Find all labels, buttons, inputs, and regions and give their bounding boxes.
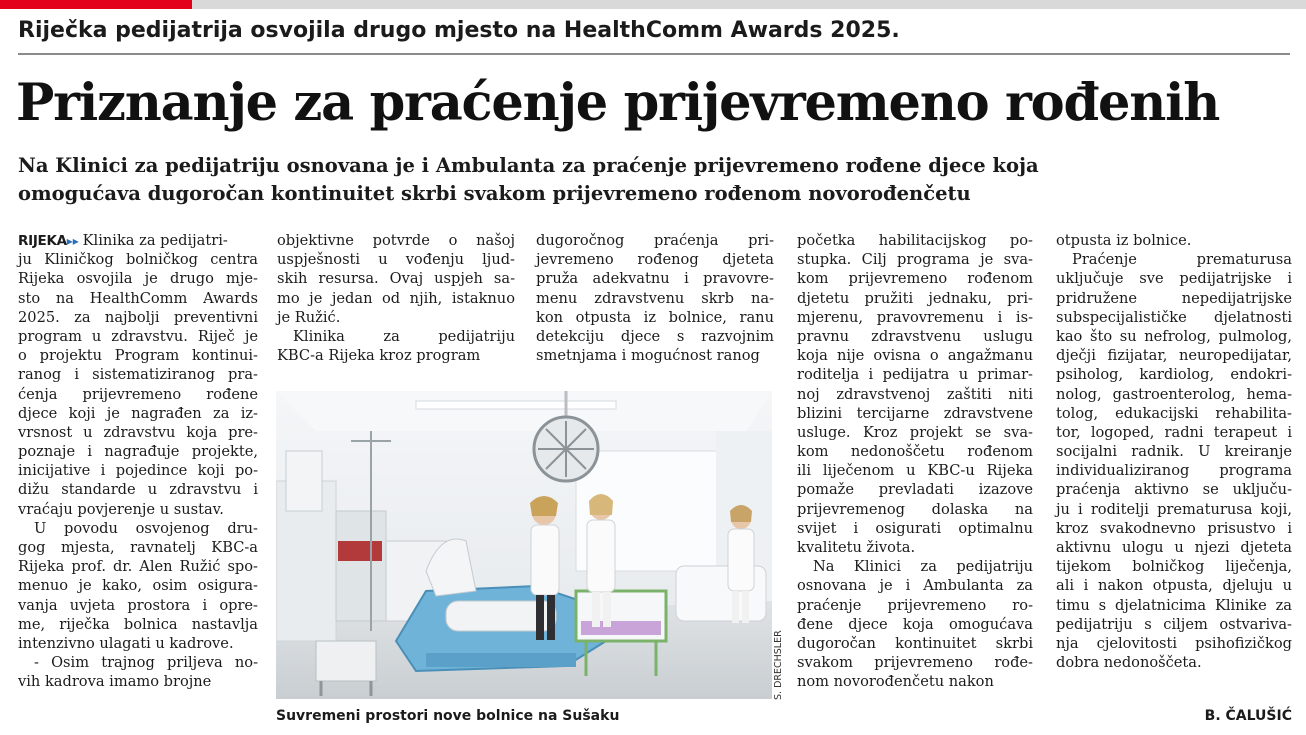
article-author: B. ČALUŠIĆ — [1204, 708, 1292, 724]
text-line: je Ružić. — [277, 308, 341, 326]
text-line: dugoročan kontinuitet skrbi — [797, 634, 1033, 652]
text-line: svakom prijevremeno rođe- — [797, 654, 1033, 672]
text-line: Rijeka prof. dr. Alen Ružić spo- — [18, 558, 258, 576]
text-line: ju i roditelji prematurusa koji, — [1056, 500, 1292, 518]
text-line: vrsnost u zdravstvu koja pre- — [18, 423, 258, 441]
text-line: psiholog, kardiolog, endokri- — [1056, 366, 1292, 384]
text-line: blizini tercijarne zdravstvene — [797, 404, 1033, 422]
text-line: otpusta iz bolnice. — [1056, 232, 1192, 249]
text-line: program u zdravstvu. Riječ je — [18, 327, 258, 345]
article-headline: Priznanje za praćenje prijevremeno rođenih — [16, 73, 1220, 133]
text-line: gog mjesta, ravnatelj KBC-a — [18, 539, 258, 556]
text-line: prijevremenog dolaska na — [797, 500, 1033, 518]
text-line: intenzivno ulagati u kadrove. — [18, 634, 234, 652]
text-line: đene djece koja omogućava — [797, 615, 1033, 633]
text-line: dječji fizijatar, neuropedijatar, — [1056, 347, 1292, 365]
hospital-room-illustration — [276, 391, 772, 699]
text-line: kroz svakodnevno prisustvo i — [1056, 519, 1292, 537]
text-line: dugoročnog praćenja pri- — [536, 232, 774, 249]
article-kicker: Riječka pedijatrija osvojila drugo mjesto na HealthComm Awards 2025. — [18, 18, 900, 43]
text-line: dižu standarde u zdravstvu i — [18, 481, 258, 499]
text-line: nja cjelovitosti psihofizičkog — [1056, 634, 1292, 652]
text-line: vanja uvjeta prostora i opre- — [18, 596, 258, 614]
text-line: kom prijevremeno rođenom — [797, 270, 1033, 288]
text-line: pruža adekvatnu i pravovre- — [536, 270, 774, 288]
text-column-3 — [536, 231, 774, 365]
text-line: osnovana je i Ambulanta za — [797, 577, 1033, 595]
text-line: kao što su nefrolog, pulmolog, — [1056, 327, 1292, 345]
text-line: ju Kliničkog bolničkog centra — [18, 251, 258, 269]
hospital-room-photo — [276, 391, 772, 699]
text-line: objektivne potvrde o našoj — [277, 232, 515, 249]
lead-line: omogućava dugoročan kontinuitet skrbi svakom prijevremeno rođenom novorođenčetu — [18, 182, 971, 205]
text-line: vih kadrova imamo brojne — [18, 673, 212, 691]
double-arrow-icon: ▸▸ — [66, 234, 83, 248]
text-line: pedijatriju s ciljem ostvariva- — [1056, 615, 1292, 633]
text-line: nom novorođenčetu nakon — [797, 673, 994, 691]
text-line: individualiziranog programa — [1056, 462, 1292, 480]
text-line: poznaje i nagrađuje projekte, — [18, 443, 258, 461]
text-line: ćenja prijevremeno rođene — [18, 385, 258, 403]
text-line: uključuje sve pedijatrijske i — [1056, 270, 1292, 288]
text-line: nolog, gastroenterolog, hema- — [1056, 385, 1292, 403]
text-line: Rijeka osvojila je drugo mje- — [18, 270, 258, 288]
text-column-4 — [797, 231, 1033, 692]
text-line: vraćaju povjerenje u sustav. — [18, 500, 224, 518]
text-line: inicijative i pojedince koji po- — [18, 462, 258, 480]
text-line: uspješnosti u vođenju ljud- — [277, 251, 515, 269]
text-line: usluge. Kroz projekt se sva- — [797, 423, 1033, 441]
kicker-divider — [18, 53, 1290, 55]
text-line: praćenje prijevremeno ro- — [797, 596, 1033, 614]
text-line: mo je jedan od njih, istaknuo — [277, 289, 515, 307]
location-label: RIJEKA — [18, 233, 67, 249]
text-line: me, riječka bolnica nastavlja — [18, 615, 258, 633]
photo-credit: S. DRECHSLER — [773, 630, 784, 700]
text-line: socijalni radnik. U kreiranje — [1056, 443, 1292, 461]
text-line: pravnu zdravstvenu uslugu — [797, 327, 1033, 345]
text-column-2 — [277, 231, 515, 365]
text-line: djece koji je nagrađen za iz- — [18, 404, 258, 422]
text-line: tijekom bolničkog liječenja, — [1056, 558, 1292, 576]
lead-line: Na Klinici za pedijatriju osnovana je i Ambulanta za praćenje prijevremeno rođene djece koja — [18, 154, 1039, 177]
top-color-bar — [0, 0, 1306, 9]
text-line: U povodu osvojenog dru- — [34, 519, 258, 537]
text-line: sto na HealthComm Awards — [18, 289, 258, 307]
article-lead — [18, 152, 1278, 208]
text-line: timu s djelatnicima Klinike za — [1056, 596, 1292, 614]
text-line: ranog i sistematiziranog pra- — [18, 366, 258, 384]
text-line: detekciju djece s razvojnim — [536, 327, 774, 345]
text-line: Na Klinici za pedijatriju — [813, 558, 1033, 576]
text-line: tor, logoped, radni terapeut i — [1056, 423, 1292, 441]
text-line: mjerenu, pravovremenu i is- — [797, 308, 1033, 326]
text-line: tolog, edukacijski rehabilita- — [1056, 404, 1292, 422]
text-line: stupka. Cilj programa je sva- — [797, 251, 1033, 269]
text-line: pomaže prevladati izazove — [797, 481, 1033, 499]
text-line: noj zdravstvenoj zaštiti niti — [797, 385, 1033, 403]
text-column-5 — [1056, 231, 1292, 672]
top-color-bar-accent — [0, 0, 192, 9]
text-line: smetnjama i mogućnost ranog — [536, 347, 760, 365]
text-line: aktivnu ulogu u njezi djeteta — [1056, 539, 1292, 556]
photo-caption: Suvremeni prostori nove bolnice na Sušaku — [276, 708, 620, 724]
text-line: ali i nakon otpusta, djeluju u — [1056, 577, 1292, 595]
text-line: svijet i osigurati optimalnu — [797, 519, 1033, 537]
text-line: KBC-a Rijeka kroz program — [277, 347, 481, 365]
text-line: kon otpusta iz bolnice, ranu — [536, 308, 774, 326]
text-line: subspecijalističke djelatnosti — [1056, 308, 1292, 326]
text-line: jevremeno rođenog djeteta — [536, 251, 774, 269]
text-line: roditelja i pedijatra u primar- — [797, 366, 1033, 384]
text-line: početka habilitacijskog po- — [797, 232, 1033, 249]
text-line: dobra nedonoščeta. — [1056, 654, 1202, 672]
text-line: pridružene nepedijatrijske — [1056, 289, 1292, 307]
text-line — [18, 231, 258, 250]
text-line: o projektu Program kontinui- — [18, 347, 258, 365]
text-line: menu zdravstvenu skrb na- — [536, 289, 774, 307]
text-line: menuo je kako, osim osigura- — [18, 577, 258, 595]
text-line: Praćenje prematurusa — [1072, 251, 1292, 269]
text-line: ili liječenom u KBC-u Rijeka — [797, 462, 1033, 480]
text-line-content: Klinika za pedijatri- — [82, 232, 228, 249]
text-line: kom nedonoščetu rođenom — [797, 443, 1033, 461]
text-column-1 — [18, 231, 258, 692]
text-line: Klinika za pedijatriju — [293, 327, 515, 345]
text-line: - Osim trajnog priljeva no- — [34, 654, 258, 672]
text-line: kvalitetu života. — [797, 539, 916, 556]
text-line: 2025. za najbolji preventivni — [18, 308, 258, 326]
text-line: praćenja aktivno se uključu- — [1056, 481, 1292, 499]
text-line: skih resursa. Ovaj uspjeh sa- — [277, 270, 515, 288]
text-line: djetetu pružiti jednaku, pri- — [797, 289, 1033, 307]
text-line: koja nije ovisna o angažmanu — [797, 347, 1033, 365]
